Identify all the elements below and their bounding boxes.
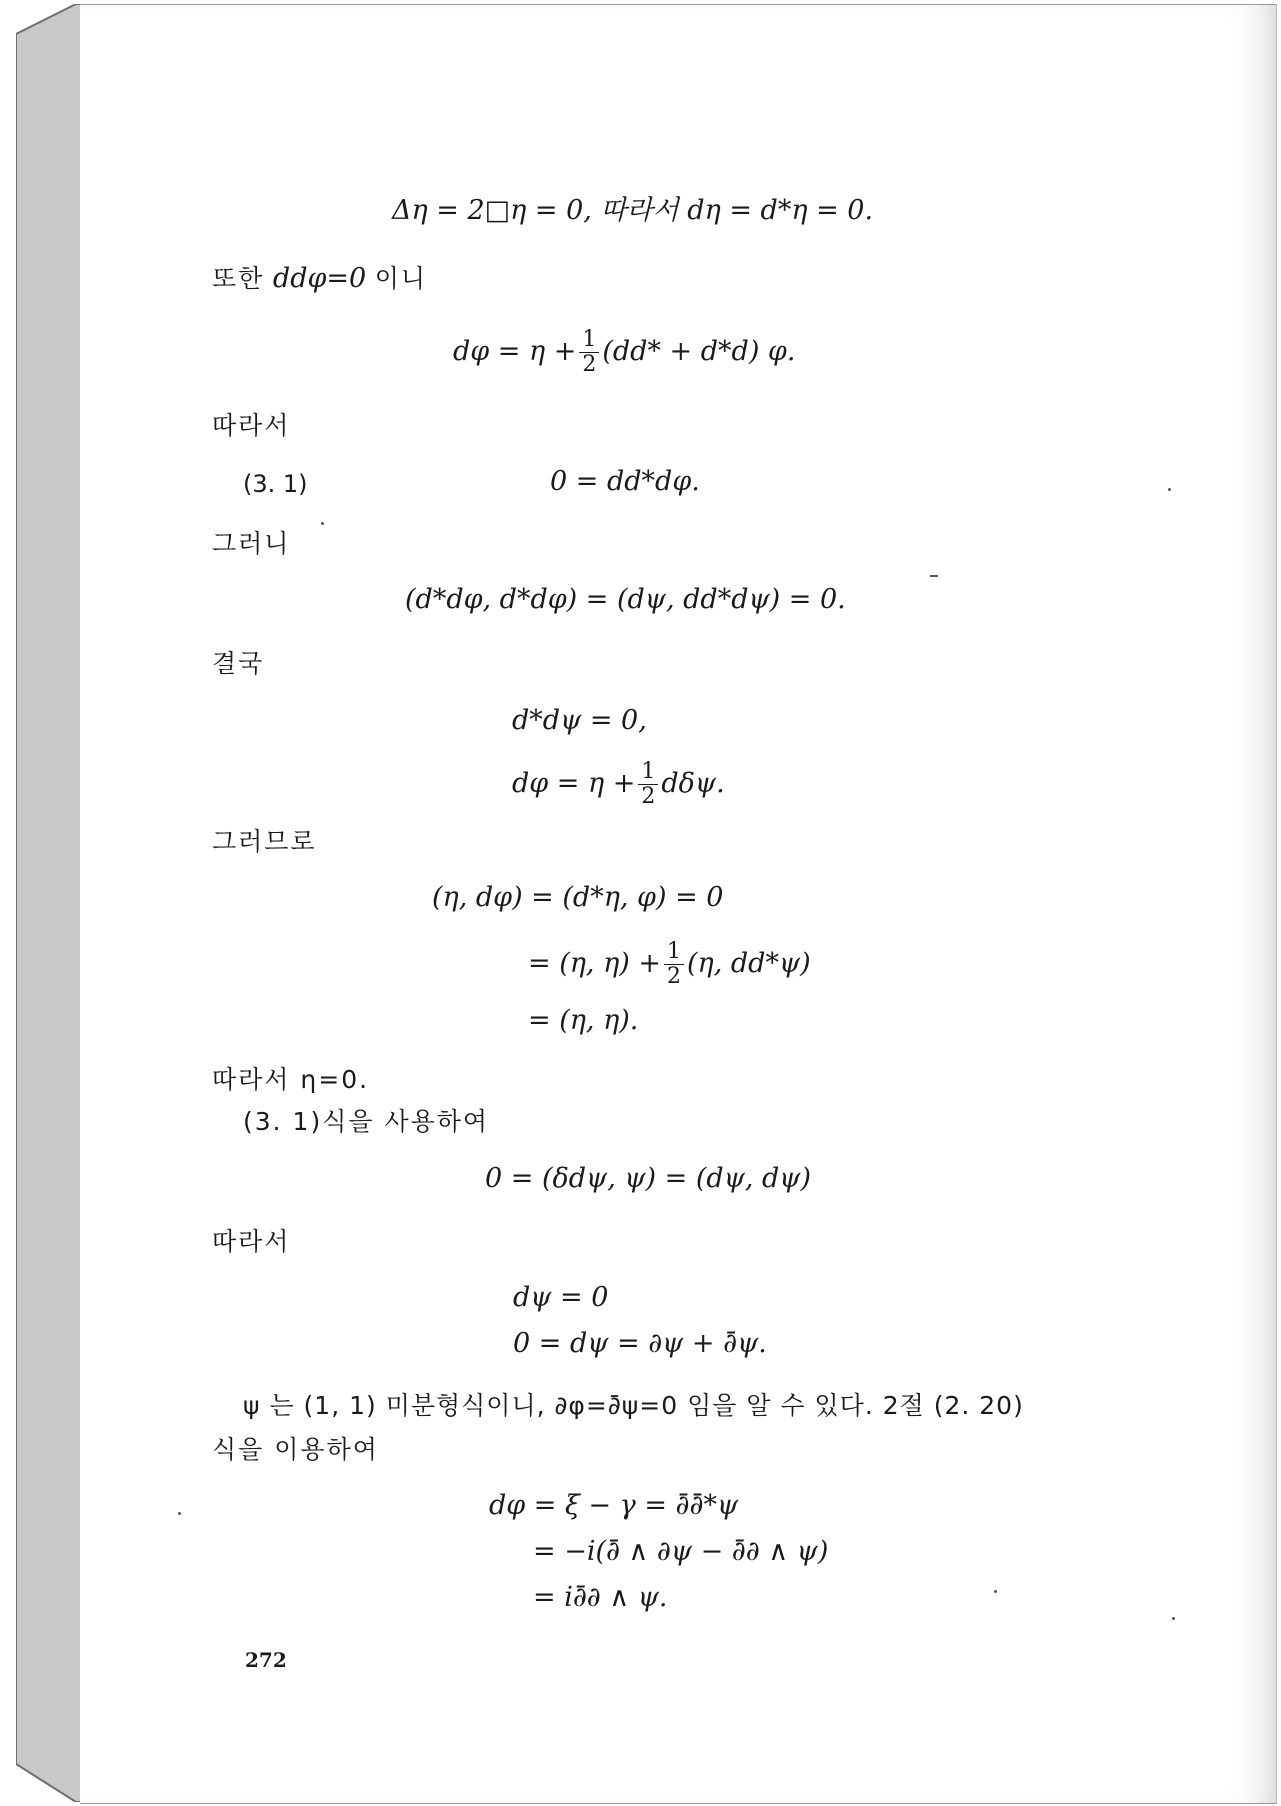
text-therefore: 그러므로 (212, 827, 317, 856)
korean-text: 이니 (374, 264, 428, 293)
scan-speck (178, 1512, 181, 1515)
paragraph-line-1: ψ 는 (1, 1) 미분형식이니, ∂φ=∂̄ψ=0 임을 알 수 있다. 2절 (2. 20) (243, 1391, 1024, 1420)
book-spine-edge (16, 4, 82, 1802)
equation-delta-d-psi: 0 = (δdψ, ψ) = (dψ, dψ) (485, 1163, 812, 1194)
equation-eta-line3: = (η, η). (528, 1005, 639, 1036)
paragraph-line-2: 식을 이용하여 (212, 1435, 379, 1464)
page-number: 272 (245, 1648, 287, 1672)
equation-dpsi-zero: dψ = 0 (513, 1282, 609, 1313)
equation-dphi (453, 328, 795, 377)
fraction-denominator: 2 (582, 352, 597, 377)
fraction (664, 940, 684, 989)
equation-number-label: (3. 1) (243, 470, 308, 498)
fraction (579, 328, 599, 377)
text-finally: 결국 (212, 649, 265, 678)
fraction-numerator: 1 (638, 760, 658, 785)
equation-eta-line1: (η, dφ) = (d*η, φ) = 0 (432, 882, 724, 913)
fraction (638, 760, 658, 809)
equation-dpsi-decomp: 0 = dψ = ∂ψ + ∂̄ψ. (513, 1328, 767, 1359)
equation-text: Δη = 2□η = 0, 따라서 dη = d*η = 0. (392, 195, 874, 226)
equation-inner-product: (d*dφ, d*dφ) = (dψ, dd*dψ) = 0. (405, 584, 846, 615)
fraction-numerator: 1 (664, 940, 684, 965)
equation-laplacian (392, 195, 873, 227)
equation-part: (dd* + d*d) φ. (602, 336, 796, 367)
equation-dphi-xi-gamma: dφ = ξ − γ = ∂̄∂̄*ψ (489, 1490, 739, 1521)
fraction-numerator: 1 (579, 328, 599, 353)
scan-speck (1172, 1617, 1175, 1620)
fraction-denominator: 2 (641, 784, 656, 809)
equation-dstar-dpsi: d*dψ = 0, (512, 705, 647, 736)
equation-part: dφ = η + (453, 336, 577, 367)
scan-speck (321, 522, 324, 525)
scan-speck (930, 575, 938, 577)
text-thus-eta-zero: 따라서 η=0. (212, 1065, 370, 1094)
equation-eta-line2 (528, 940, 811, 989)
equation-part: (η, dd*ψ) (687, 948, 811, 979)
equation-3-1: 0 = dd*dφ. (550, 466, 700, 497)
inline-math: ddφ=0 (272, 263, 367, 294)
text-line-also (212, 263, 427, 295)
equation-wedge-line3: = i∂̄∂ ∧ ψ. (533, 1582, 668, 1613)
equation-part: dφ = η + (512, 768, 636, 799)
text-thus-1: 따라서 (212, 411, 291, 440)
text-thus-3: 따라서 (212, 1227, 291, 1256)
equation-part: dδψ. (661, 768, 725, 799)
fraction-denominator: 2 (667, 964, 681, 989)
scan-speck (994, 1590, 997, 1593)
equation-dphi-2 (512, 760, 725, 809)
korean-text: 또한 (212, 264, 265, 293)
equation-part: = (η, η) + (528, 948, 661, 979)
text-using-3-1: (3. 1)식을 사용하여 (243, 1107, 490, 1136)
equation-wedge-line2: = −i(∂̄ ∧ ∂ψ − ∂̄∂ ∧ ψ) (533, 1536, 829, 1567)
scan-speck (1168, 488, 1171, 491)
text-but: 그러니 (212, 529, 291, 558)
